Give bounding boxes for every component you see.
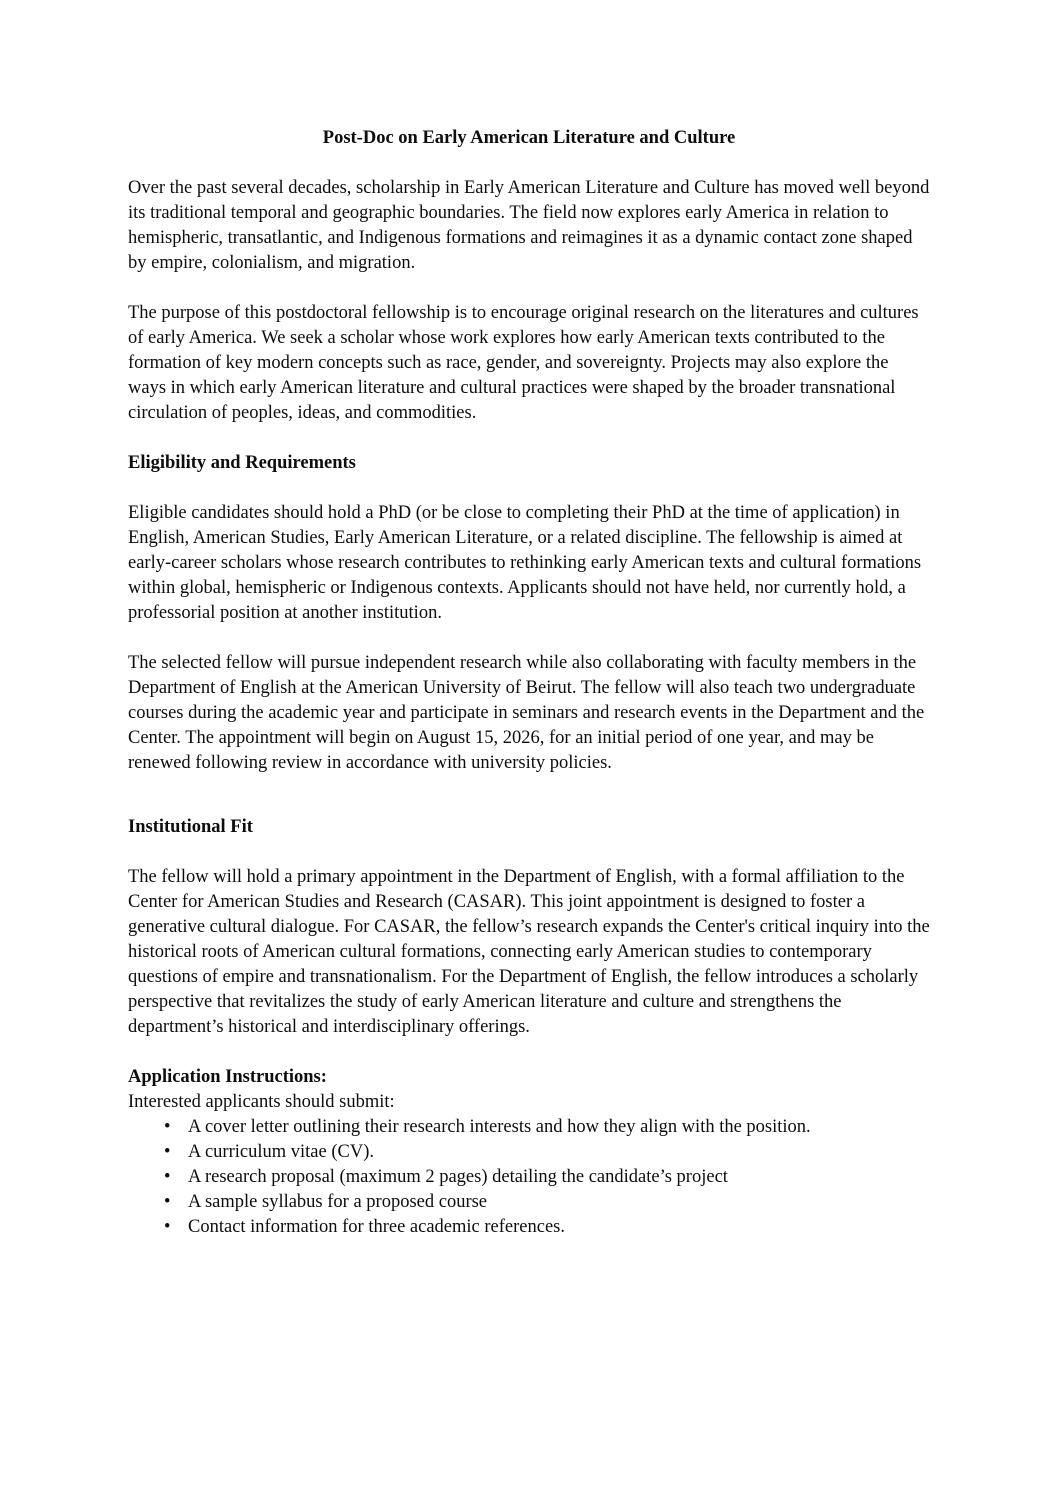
list-item-text: A cover letter outlining their research interests and how they align with the position.: [188, 1117, 811, 1137]
application-requirements-list: [128, 1115, 930, 1240]
list-item-text: Contact information for three academic references.: [188, 1217, 566, 1237]
intro-paragraph-2: The purpose of this postdoctoral fellowship is to encourage original research on the literatures and cultures of early America. We seek a scholar whose work explores how early American texts contributed to the formation of key modern concepts such as race, gender, and sovereignty. Projects may also explore the ways in which early American literature and cultural practices were shaped by the broader transnational circulation of peoples, ideas, and commodities.: [128, 303, 919, 423]
section-heading-application-instructions: Application Instructions:: [128, 1067, 327, 1087]
list-item-text: A sample syllabus for a proposed course: [188, 1192, 488, 1212]
application-intro-line: Interested applicants should submit:: [128, 1092, 395, 1112]
list-item: [164, 1215, 930, 1240]
bullet-icon: •: [164, 1192, 171, 1212]
eligibility-paragraph-2: The selected fellow will pursue independent research while also collaborating with faculty members in the Department of English at the American University of Beirut. The fellow will also teach two undergraduate courses during the academic year and participate in seminars and research events in the Department and the Center. The appointment will begin on August 15, 2026, for an initial period of one year, and may be renewed following review in accordance with university policies.: [128, 653, 925, 773]
section-heading-eligibility: Eligibility and Requirements: [128, 453, 356, 473]
list-item-text: A curriculum vitae (CV).: [188, 1142, 374, 1162]
intro-paragraph-1: Over the past several decades, scholarship in Early American Literature and Culture has moved well beyond its traditional temporal and geographic boundaries. The field now explores early America in relation to hemispheric, transatlantic, and Indigenous formations and reimagines it as a dynamic contact zone shaped by empire, colonialism, and migration.: [128, 178, 930, 273]
list-item: [164, 1165, 930, 1190]
section-heading-institutional-fit: Institutional Fit: [128, 817, 253, 837]
institutional-fit-paragraph: The fellow will hold a primary appointment in the Department of English, with a formal affiliation to the Center for American Studies and Research (CASAR). This joint appointment is designed to foster a generative cultural dialogue. For CASAR, the fellow’s research expands the Center's critical inquiry into the historical roots of American cultural formations, connecting early American studies to contemporary questions of empire and transnationalism. For the Department of English, the fellow introduces a scholarly perspective that revitalizes the study of early American literature and culture and strengthens the department’s historical and interdisciplinary offerings.: [128, 867, 930, 1037]
list-item-text: A research proposal (maximum 2 pages) detailing the candidate’s project: [188, 1167, 728, 1187]
list-item: [164, 1140, 930, 1165]
bullet-icon: •: [164, 1167, 171, 1187]
eligibility-paragraph-1: Eligible candidates should hold a PhD (or be close to completing their PhD at the time of application) in English, American Studies, Early American Literature, or a related discipline. The fellowship is aimed at early-career scholars whose research contributes to rethinking early American texts and cultural formations within global, hemispheric or Indigenous contexts. Applicants should not have held, nor currently hold, a professorial position at another institution.: [128, 503, 922, 623]
list-item: [164, 1190, 930, 1215]
list-item: [164, 1115, 930, 1140]
page-title: Post-Doc on Early American Literature and Culture: [322, 128, 736, 148]
bullet-icon: •: [164, 1117, 171, 1137]
bullet-icon: •: [164, 1142, 171, 1162]
bullet-icon: •: [164, 1217, 171, 1237]
